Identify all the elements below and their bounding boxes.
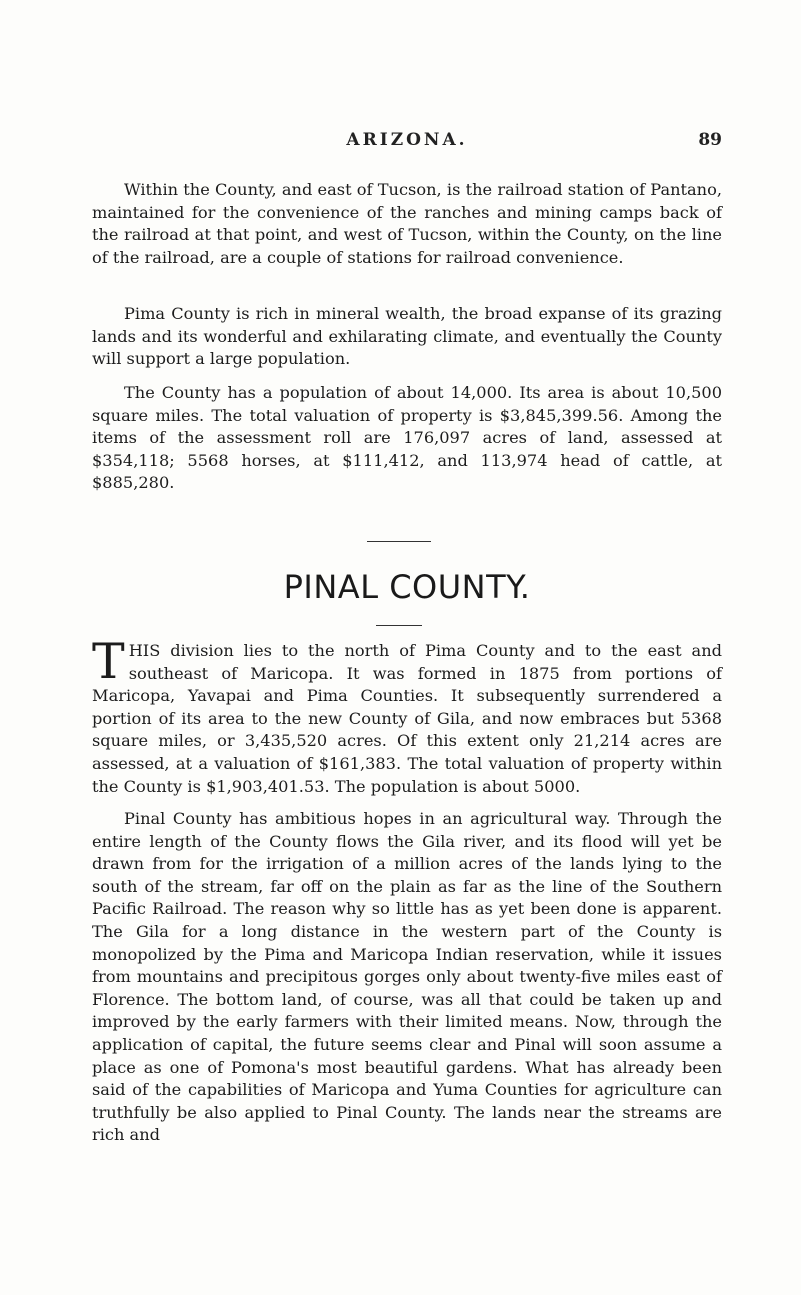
drop-cap: T	[92, 633, 125, 690]
paragraph-pinal-division	[92, 633, 722, 798]
section-heading: PINAL COUNTY.	[283, 568, 531, 606]
section-divider-bottom	[376, 625, 422, 626]
paragraph-pinal-agriculture: Pinal County has ambitious hopes in an agricultural way. Through the entire length of the County flows the Gila river, and its flood will yet be drawn from for the irrigation of a million acres of the lands lying to the south of the stream, far off on the plain as far as the line of the Southern Pacific Railroad. The reason why so little has as yet been done is apparent. The Gila for a long distance in the western part of the County is monopolized by the Pima and Maricopa Indian reservation, while it issues from mountains and precipitous gorges only about twenty-five miles east of Florence. The bottom land, of course, was all that could be taken up and improved by the early farmers with their limited means. Now, through the application of capital, the future seems clear and Pinal will soon assume a place as one of Pomona's most beautiful gardens. What has already been said of the capabilities of Maricopa and Yuma Counties for agriculture can truthfully be also applied to Pinal County. The lands near the streams are rich and	[92, 809, 722, 1145]
running-head	[92, 130, 722, 150]
section-divider-top	[367, 541, 431, 542]
paragraph-pima-wealth: Pima County is rich in mineral wealth, the broad expanse of its grazing lands and its wonderful and exhilarating climate, and eventually the County will support a large population.	[92, 304, 722, 369]
paragraph-pinal-division-text: HIS division lies to the north of Pima County and to the east and southeast of Maricopa. It was formed in 1875 from portions of Maricopa, Yavapai and Pima Counties. It subsequently surrendered a portion of its area to the new County of Gila, and now embraces but 5368 square miles, or 3,435,520 acres. Of this extent only 21,214 acres are assessed, at a valuation of $161,383. The total valuation of property within the County is $1,903,401.53. The population is about 5000.	[92, 641, 722, 796]
running-title: ARIZONA.	[346, 130, 468, 150]
paragraph-pima-statistics: The County has a population of about 14,000. Its area is about 10,500 square miles. The total valuation of property is $3,845,399.56. Among the items of the assessment roll are 176,097 acres of land, assessed at $354,118; 5568 horses, at $111,412, and 113,974 head of cattle, at $885,280.	[92, 383, 722, 493]
page-number: 89	[698, 130, 722, 150]
paragraph-pantano: Within the County, and east of Tucson, is the railroad station of Pantano, maintained for the convenience of the ranches and mining camps back of the railroad at that point, and west of Tucson, within the County, on the line of the railroad, are a couple of stations for railroad convenience.	[92, 180, 722, 267]
